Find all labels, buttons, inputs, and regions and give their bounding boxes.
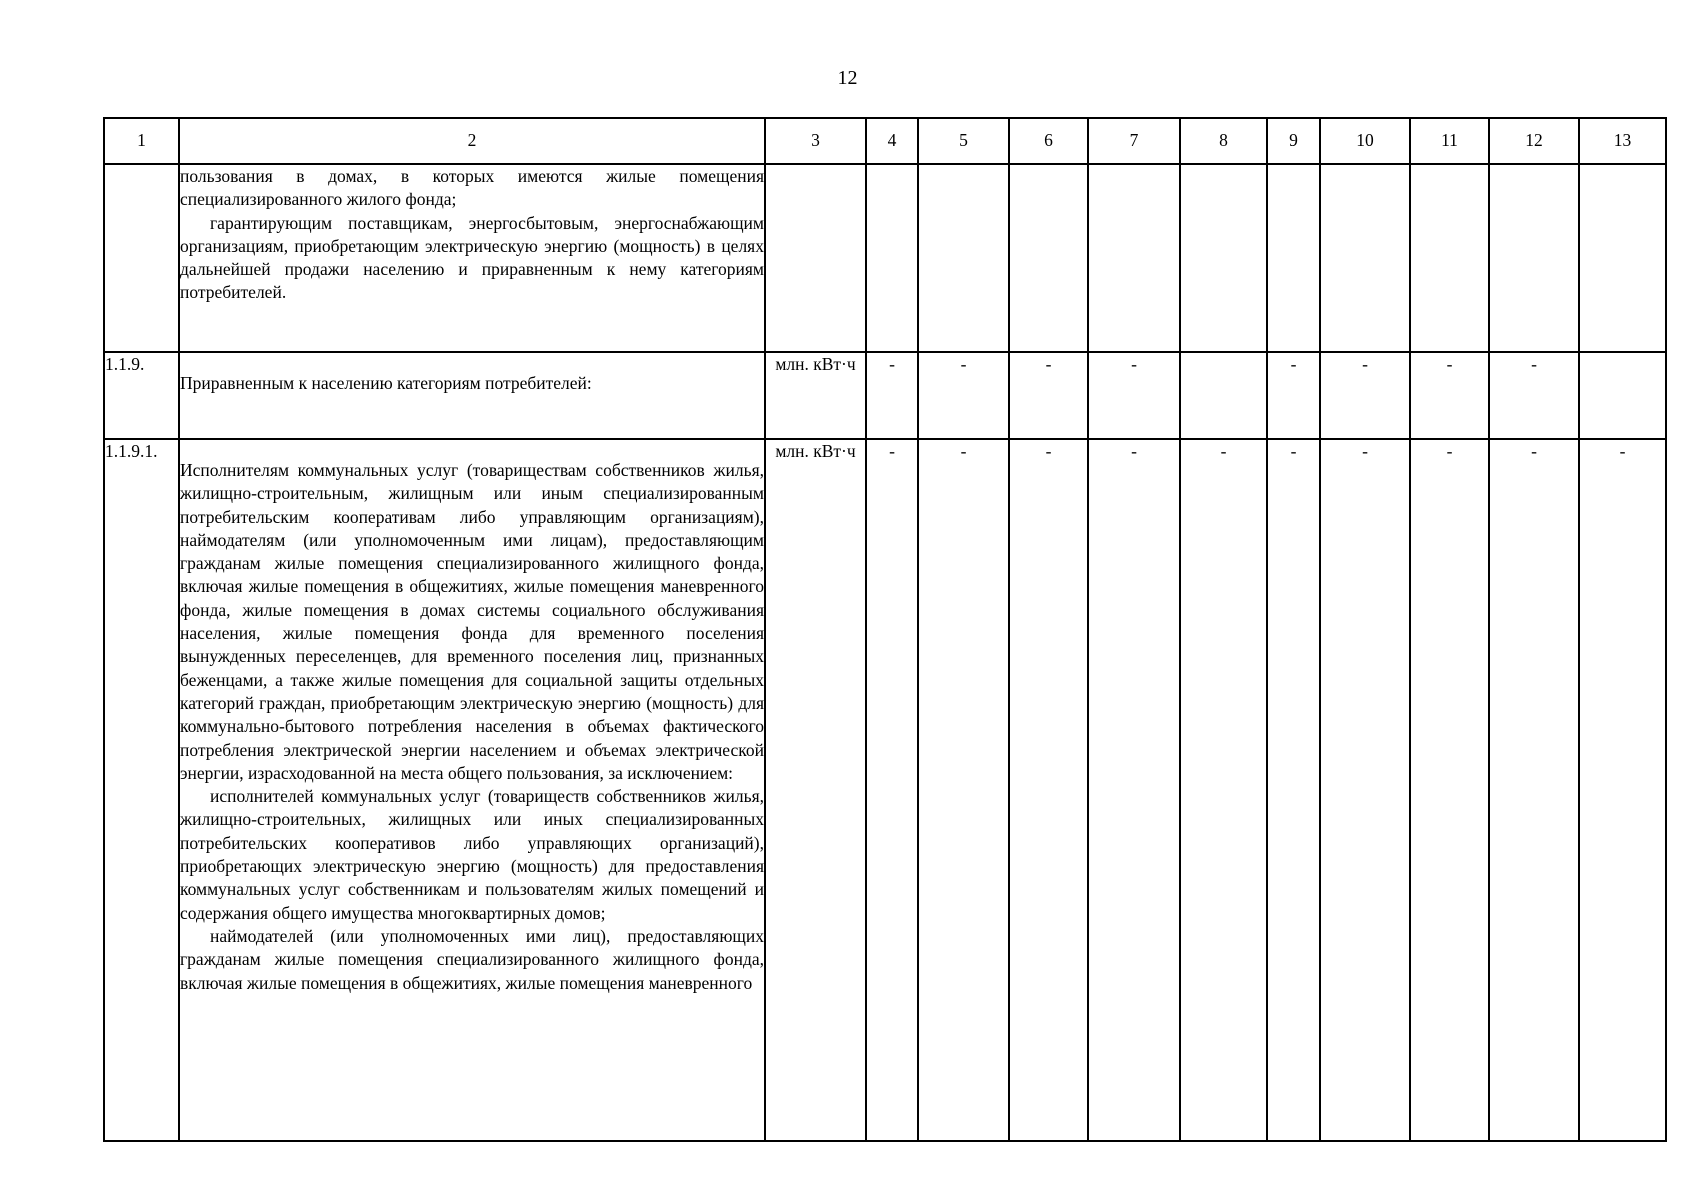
header-cell: 12 bbox=[1489, 118, 1579, 164]
description-paragraph: Приравненным к населению категориям потребителей: bbox=[180, 373, 592, 393]
value-cell bbox=[1267, 164, 1320, 352]
value-cell: - bbox=[1009, 352, 1088, 439]
unit-cell: млн. кВт·ч bbox=[765, 439, 866, 1141]
description-paragraph: Исполнителям коммунальных услуг (товариществам собственников жилья, жилищно-строительным, жилищным или иным специализированным потребительским кооперативам либо управляющим организациям), наймодателям (или уполномоченным ими лицам), предоставляющим гражданам жилые помещения специализированного жилищного фонда, включая жилые помещения в общежитиях, жилые помещения маневренного фонда, жилые помещения в домах системы социального обслуживания населения, жилые помещения фонда для временного поселения вынужденных переселенцев, для временного поселения лиц, признанных беженцами, а также жилые помещения для социальной защиты отдельных категорий граждан, приобретающим электрическую энергию (мощность) для коммунально-бытового потребления населения в объемах фактического потребления электрической энергии населением и объемах электрической энергии, израсходованной на места общего пользования, за исключением: bbox=[180, 460, 764, 783]
item-description bbox=[179, 352, 765, 439]
header-cell: 11 bbox=[1410, 118, 1489, 164]
value-cell: - bbox=[1180, 439, 1267, 1141]
description-paragraph: исполнителей коммунальных услуг (товариществ собственников жилья, жилищно-строительных, жилищных или иных специализированных потребительских кооперативов либо управляющих организаций), приобретающих электрическую энергию (мощность) для предоставления коммунальных услуг собственникам и пользователям жилых помещений и содержания общего имущества многоквартирных домов; bbox=[180, 786, 764, 923]
value-cell: - bbox=[1320, 352, 1410, 439]
value-cell bbox=[866, 164, 918, 352]
header-cell: 8 bbox=[1180, 118, 1267, 164]
value-cell: - bbox=[866, 352, 918, 439]
value-cell bbox=[1410, 164, 1489, 352]
value-cell: - bbox=[1489, 439, 1579, 1141]
value-cell: - bbox=[1410, 439, 1489, 1141]
value-cell bbox=[1579, 164, 1666, 352]
value-cell bbox=[1009, 164, 1088, 352]
item-number: 1.1.9.1. bbox=[104, 439, 179, 1141]
description-paragraph: пользования в домах, в которых имеются жилые помещения специализированного жилого фонда; bbox=[180, 166, 764, 210]
value-cell bbox=[1180, 164, 1267, 352]
value-cell: - bbox=[1088, 439, 1180, 1141]
header-cell: 3 bbox=[765, 118, 866, 164]
unit-cell: млн. кВт·ч bbox=[765, 352, 866, 439]
value-cell: - bbox=[1009, 439, 1088, 1141]
header-cell: 9 bbox=[1267, 118, 1320, 164]
value-cell: - bbox=[866, 439, 918, 1141]
header-cell: 13 bbox=[1579, 118, 1666, 164]
table-row bbox=[104, 439, 1666, 1141]
description-paragraph: наймодателей (или уполномоченных ими лиц), предоставляющих гражданам жилые помещения специализированного жилищного фонда, включая жилые помещения в общежитиях, жилые помещения маневренного bbox=[180, 925, 764, 993]
value-cell: - bbox=[1088, 352, 1180, 439]
description-paragraph: гарантирующим поставщикам, энергосбытовым, энергоснабжающим организациям, приобретающим электрическую энергию (мощность) в целях дальнейшей продажи населению и приравненным к нему категориям потребителей. bbox=[180, 212, 764, 303]
header-cell: 1 bbox=[104, 118, 179, 164]
value-cell bbox=[1180, 352, 1267, 439]
value-cell bbox=[1489, 164, 1579, 352]
header-cell: 7 bbox=[1088, 118, 1180, 164]
header-cell: 2 bbox=[179, 118, 765, 164]
data-table bbox=[103, 117, 1667, 1142]
item-description bbox=[179, 439, 765, 1141]
value-cell: - bbox=[1410, 352, 1489, 439]
table-row bbox=[104, 352, 1666, 439]
value-cell: - bbox=[1320, 439, 1410, 1141]
unit-cell bbox=[765, 164, 866, 352]
table-row bbox=[104, 164, 1666, 352]
value-cell bbox=[918, 164, 1009, 352]
page-number: 12 bbox=[837, 67, 858, 89]
value-cell: - bbox=[1267, 352, 1320, 439]
item-number bbox=[104, 164, 179, 352]
value-cell: - bbox=[1489, 352, 1579, 439]
value-cell bbox=[1088, 164, 1180, 352]
header-cell: 4 bbox=[866, 118, 918, 164]
item-number: 1.1.9. bbox=[104, 352, 179, 439]
value-cell bbox=[1320, 164, 1410, 352]
value-cell: - bbox=[1579, 439, 1666, 1141]
header-row bbox=[104, 118, 1666, 164]
header-cell: 10 bbox=[1320, 118, 1410, 164]
value-cell: - bbox=[918, 439, 1009, 1141]
value-cell: - bbox=[918, 352, 1009, 439]
value-cell bbox=[1579, 352, 1666, 439]
value-cell: - bbox=[1267, 439, 1320, 1141]
item-description bbox=[179, 164, 765, 352]
header-cell: 5 bbox=[918, 118, 1009, 164]
header-cell: 6 bbox=[1009, 118, 1088, 164]
